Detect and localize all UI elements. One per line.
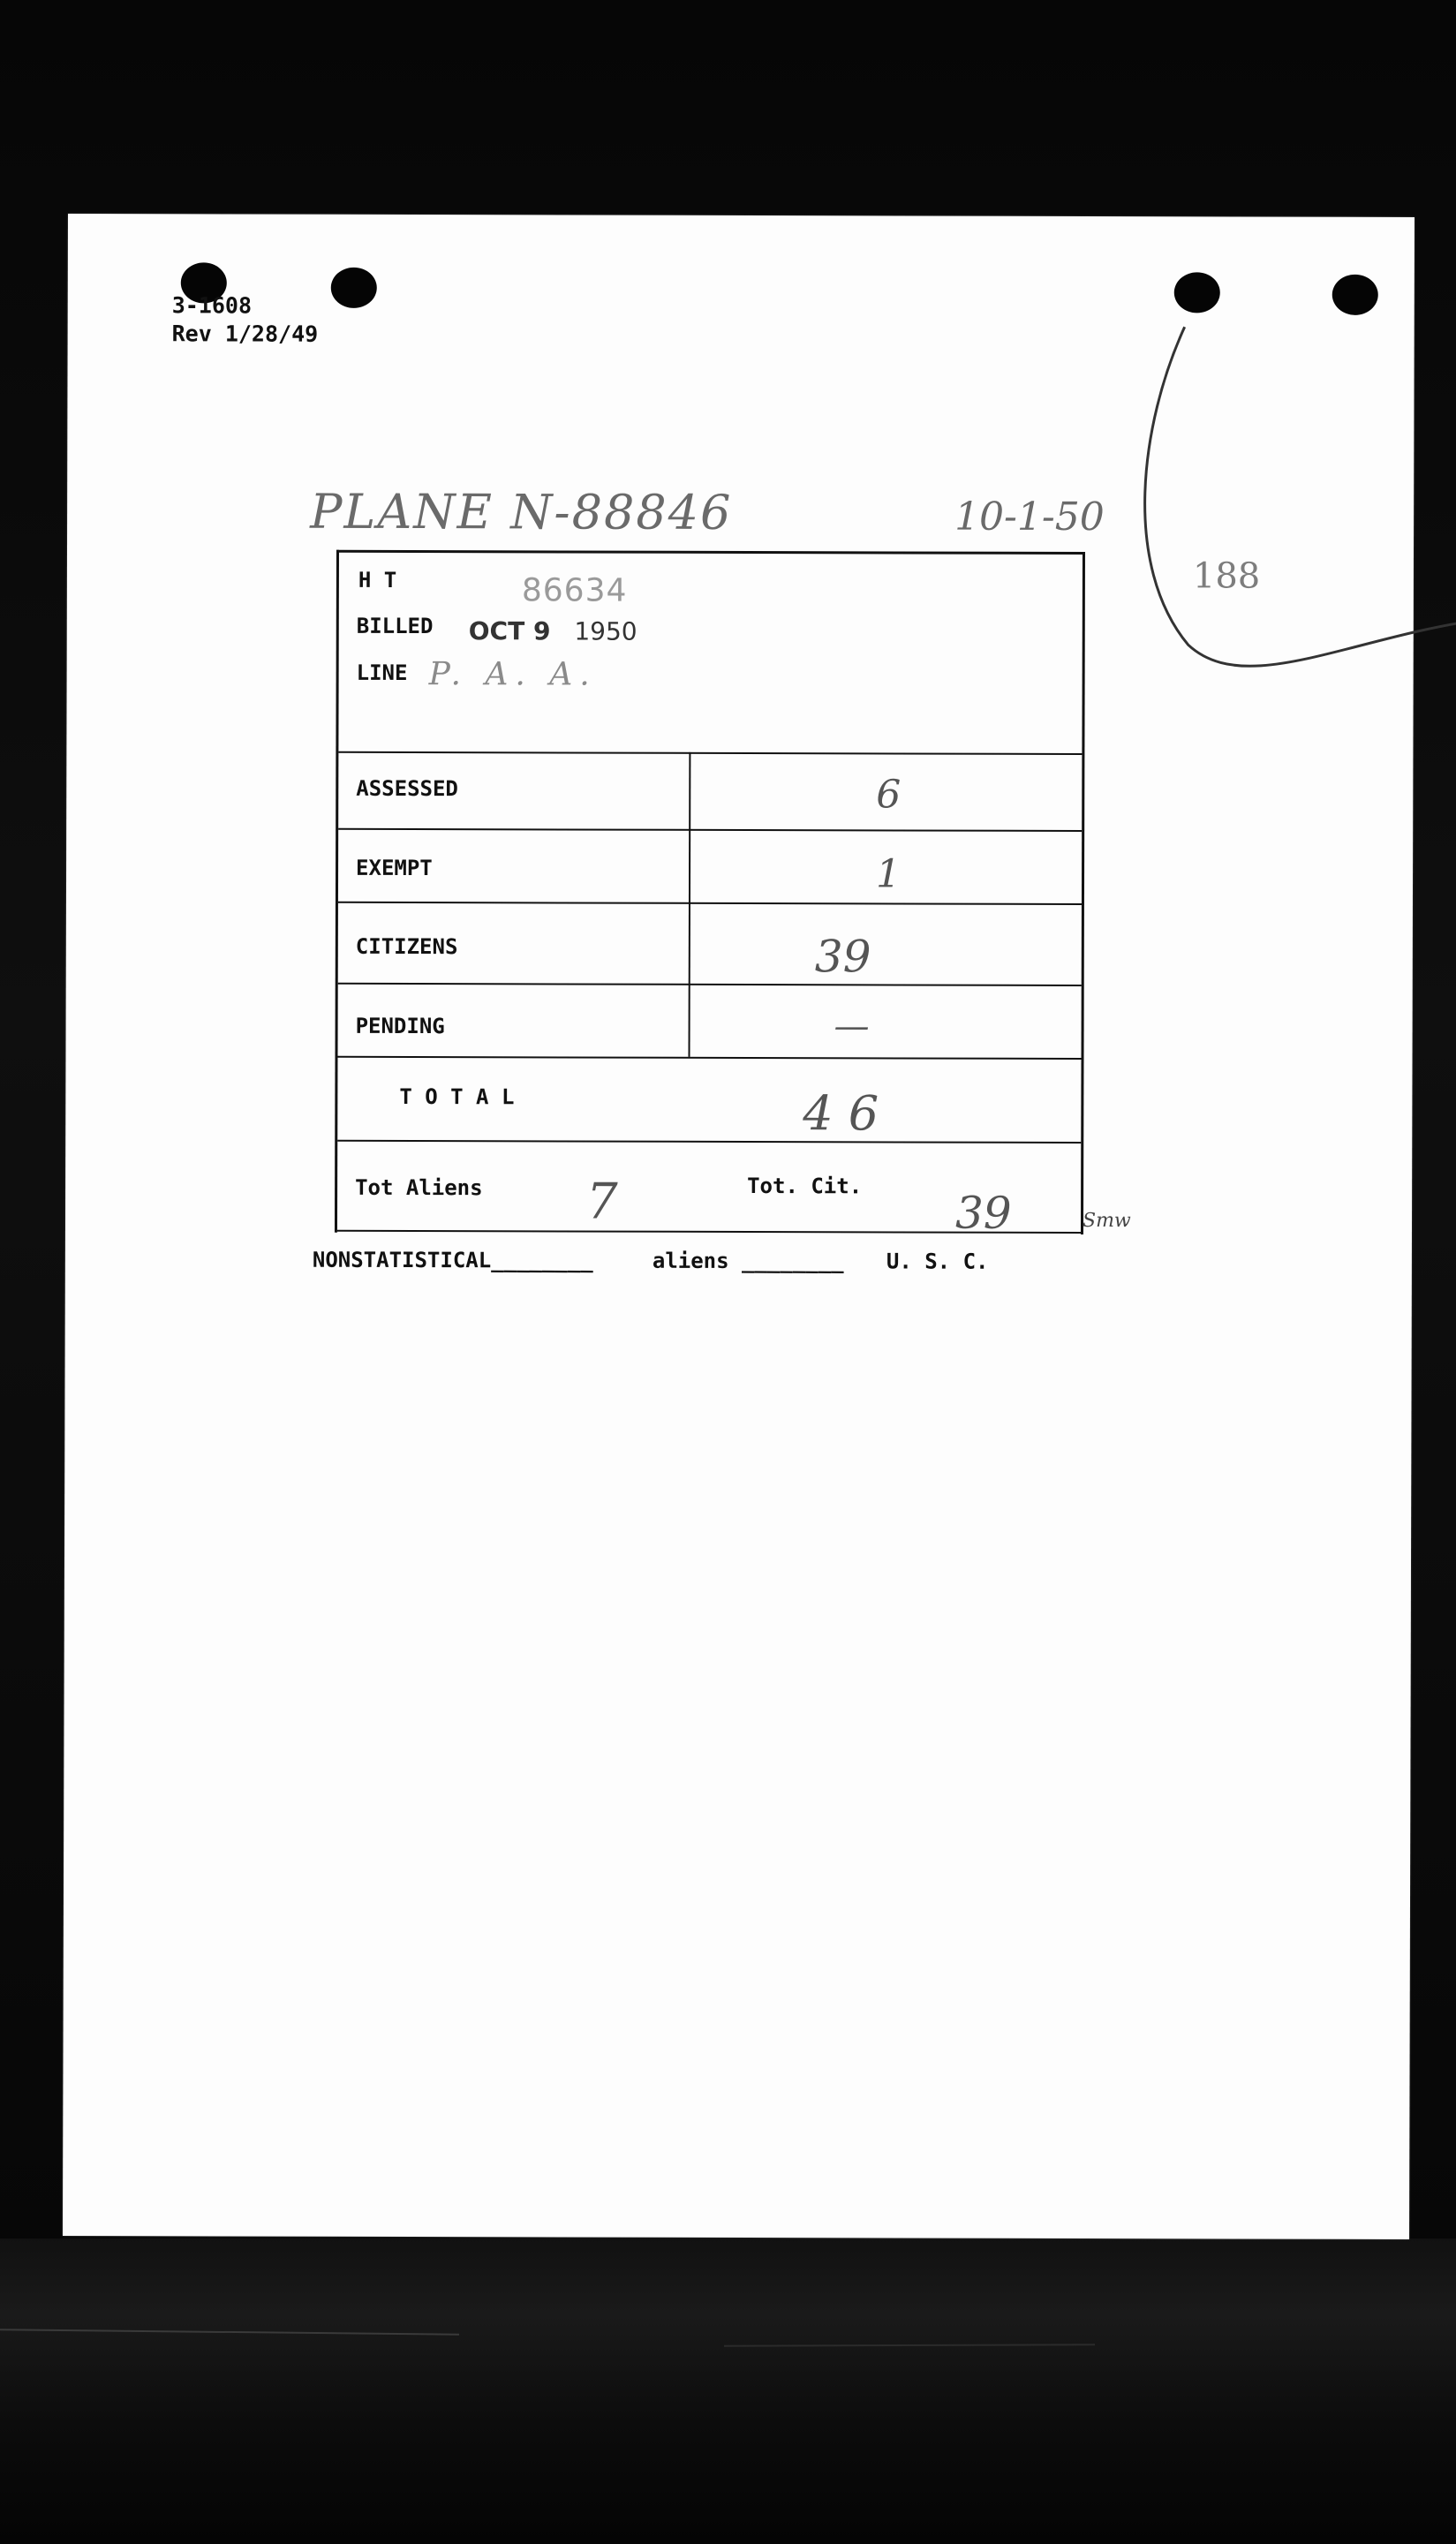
label-assessed: ASSESSED (356, 775, 458, 802)
handwritten-citizens: 39 (814, 931, 871, 983)
label-total: T O T A L (399, 1083, 515, 1110)
film-bottom-band (0, 2238, 1456, 2544)
label-line: LINE (356, 660, 408, 686)
billed-date-year: 1950 (574, 616, 637, 646)
label-ht: H T (358, 567, 397, 593)
handwritten-initials: Smw (1082, 1210, 1131, 1233)
document-page (63, 214, 1415, 2239)
handwritten-pending: — (834, 1006, 870, 1047)
handwritten-total: 4 6 (803, 1085, 879, 1142)
pen-curve-mark (1086, 318, 1456, 778)
punch-hole (1332, 275, 1378, 315)
label-tot-aliens: Tot Aliens (355, 1174, 483, 1201)
punch-hole (1174, 272, 1220, 313)
handwritten-exempt: 1 (875, 851, 902, 897)
label-billed: BILLED (356, 613, 434, 639)
label-pending: PENDING (355, 1013, 445, 1039)
manifest-summary-table (335, 550, 1085, 1234)
form-revision: Rev 1/28/49 (171, 321, 319, 347)
handwritten-assessed: 6 (876, 772, 902, 818)
billed-date-month-day: OCT 9 (468, 616, 551, 646)
handwritten-date: 10-1-50 (954, 494, 1105, 540)
label-usc: U. S. C. (886, 1249, 989, 1274)
handwritten-line: P. A. A. (428, 656, 597, 693)
stamped-page-number: 188 (1192, 555, 1261, 597)
label-exempt: EXEMPT (356, 855, 433, 881)
form-code: 3-1608 (171, 292, 253, 319)
handwritten-tot-cit: 39 (954, 1187, 1012, 1239)
punch-hole (331, 268, 377, 308)
handwritten-plane-number: PLANE N-88846 (310, 483, 733, 540)
label-nonstatistical: NONSTATISTICAL________ (312, 1247, 593, 1273)
billed-date (469, 616, 637, 645)
label-tot-cit: Tot. Cit. (747, 1174, 863, 1199)
label-aliens: aliens ________ (652, 1248, 844, 1274)
form-code-block (172, 291, 319, 348)
handwritten-tot-aliens: 7 (585, 1173, 618, 1231)
label-citizens: CITIZENS (355, 933, 458, 960)
stamped-number: 86634 (521, 572, 628, 609)
